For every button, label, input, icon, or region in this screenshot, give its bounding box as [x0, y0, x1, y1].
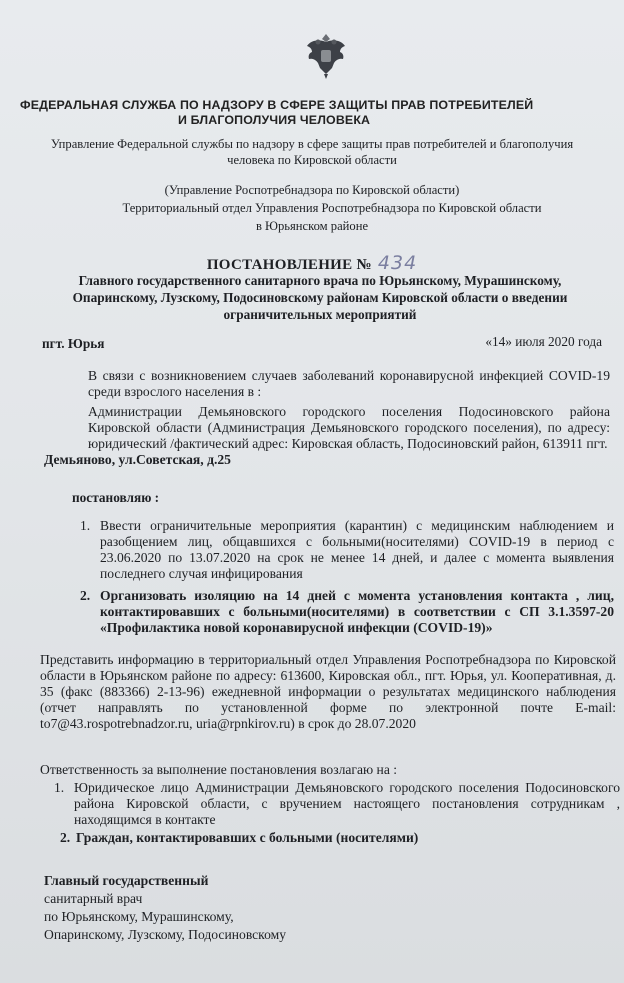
list-item — [60, 830, 620, 846]
decree-date: «14» июля 2020 года — [485, 334, 602, 349]
item-number: 1. — [80, 518, 91, 533]
decree-title — [0, 252, 624, 274]
signature-block — [44, 872, 364, 944]
sign-line3: по Юрьянскому, Мурашинскому, — [44, 909, 234, 924]
item-text: Организовать изоляцию на 14 дней с момента установления контакта , лиц, контактировавших с больными(носителями) в соответствии с СП 3.1.3597-20 «Профилактика новой коронавирусной инфекции (COVID-19)» — [100, 588, 614, 635]
handwritten-decree-number: 434 — [377, 252, 418, 274]
administration-paragraph — [44, 404, 610, 468]
item-number: 2. — [80, 588, 91, 603]
org-title-line2: И БЛАГОПОЛУЧИЯ ЧЕЛОВЕКА — [178, 113, 371, 127]
org-title-line1: ФЕДЕРАЛЬНАЯ СЛУЖБА ПО НАДЗОРУ В СФЕРЕ ЗАЩИТЫ ПРАВ ПОТРЕБИТЕЛЕЙ — [20, 98, 534, 112]
department-line1: Управление Федеральной службы по надзору в сфере защиты прав потребителей и благополучия — [50, 137, 574, 151]
responsibility-heading: Ответственность за выполнение постановления возлагаю на : — [40, 762, 398, 777]
territorial-office-line2: в Юрьянском районе — [255, 219, 369, 233]
organization-title — [20, 98, 610, 128]
item-text: Граждан, контактировавших с больными (носителями) — [76, 830, 419, 845]
sign-line4: Опаринскому, Лузскому, Подосиновскому — [44, 927, 287, 942]
report-paragraph: Представить информацию в территориальный отдел Управления Роспотребнадзора по Кировской области в Юрьянском районе по адресу: 613600, Кировская обл., пгт. Юрья, ул. Кооперативная, д. 35 (факс (883366) 2-13-96) ежедневной информации о результатах медицинского наблюдения (отчет направлять по установленной форме по электронной почте E-mail: to7@43.rospotrebnadzor.ru, uria@rpnkirov.ru) в срок до 28.07.2020 — [40, 652, 616, 731]
item-number: 2. — [60, 830, 71, 845]
territorial-office-line1: Территориальный отдел Управления Роспотребнадзора по Кировской области — [122, 201, 542, 215]
resolve-heading: постановляю : — [72, 490, 160, 505]
decree-subtitle: Главного государственного санитарного врача по Юрьянскому, Мурашинскому, Опаринскому, Лузскому, Подосиновскому районам Кировской области о введении ограничительных мероприятий — [72, 273, 568, 322]
sign-line2: санитарный врач — [44, 891, 143, 906]
item-text: Юридическое лицо Администрации Демьяновского городского поселения Подосиновского района Кировской области, с вручением настоящего постановления сотрудникам , находящимся в контакте — [74, 780, 620, 827]
intro-paragraph — [44, 368, 610, 400]
place: пгт. Юрья — [42, 336, 105, 351]
item-text: Ввести ограничительные мероприятия (карантин) с медицинским наблюдением и разобщением лиц, общавшихся с больными(носителями) COVID-19 в период с 23.06.2020 по 13.07.2020 на срок не менее 14 дней, и далее с момента выявления последнего случая инфицирования — [100, 518, 614, 581]
intro-text: В связи с возникновением случаев заболеваний коронавирусной инфекцией COVID-19 среди взрослого населения в : — [88, 368, 610, 399]
decree-label: ПОСТАНОВЛЕНИЕ № — [206, 257, 372, 273]
administration-address-bold: Демьяново, ул.Советская, д.25 — [44, 452, 231, 467]
sign-line1: Главный государственный — [44, 873, 209, 888]
list-item — [54, 780, 620, 828]
administration-text: Администрации Демьяновского городского поселения Подосиновского района Кировской области (Администрация Демьяновского городского поселения), по адресу: юридический /фактический адрес: Кировская область, Подосиновский район, 613911 пгт. — [88, 404, 610, 451]
coat-of-arms-emblem-icon — [304, 30, 348, 80]
list-item — [80, 518, 614, 582]
department-short-name: (Управление Роспотребнадзора по Кировской области) — [164, 183, 460, 197]
department-line2: человека по Кировской области — [227, 153, 397, 167]
list-item — [80, 588, 614, 636]
item-number: 1. — [54, 780, 65, 795]
